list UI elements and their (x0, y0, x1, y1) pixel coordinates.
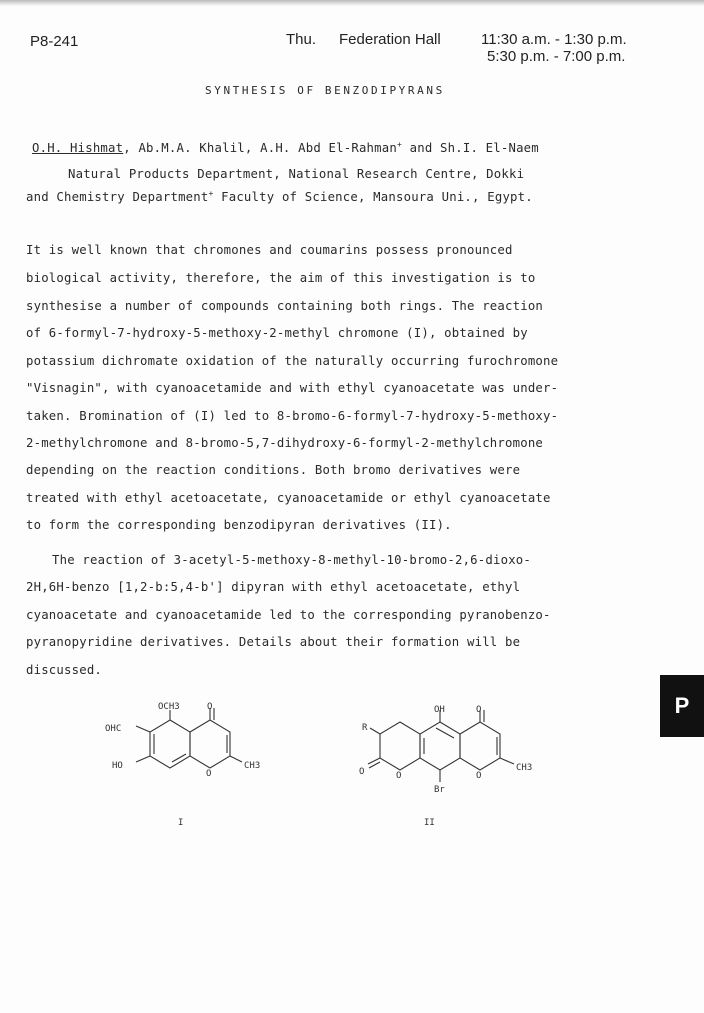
co-authors: , Ab.M.A. Khalil, A.H. Abd El-Rahman (123, 141, 397, 156)
abstract-line: to form the corresponding benzodipyran derivatives (II). (26, 518, 452, 532)
structure-i-label: I (178, 818, 184, 828)
section-tab-marker: P (660, 675, 704, 737)
abstract-line: "Visnagin", with cyanoacetamide and with ethyl cyanoacetate was under- (26, 381, 559, 395)
first-author: O.H. Hishmat (32, 141, 124, 156)
r-label: R (362, 723, 368, 733)
carbonyl-o-label: O (207, 702, 213, 712)
structure-ii (368, 710, 514, 782)
br-label: Br (434, 785, 445, 795)
oh-label: OH (434, 705, 445, 715)
abstract-line: 2-methylchromone and 8-bromo-5,7-dihydroxy-6-formyl-2-methylchromone (26, 436, 544, 450)
abstract-line: 2H,6H-benzo [1,2-b:5,4-b'] dipyran with ethyl acetoacetate, ethyl (26, 580, 521, 594)
session-time-2: 5:30 p.m. - 7:00 p.m. (487, 48, 626, 65)
abstract-line: cyanoacetate and cyanoacetamide led to the corresponding pyranobenzo- (26, 608, 551, 622)
affiliation-line-1: Natural Products Department, National Research Centre, Dokki (68, 167, 525, 181)
affiliation-line-2 (26, 189, 533, 204)
abstract-line: pyranopyridine derivatives. Details about their formation will be (26, 635, 521, 649)
abstract-line: It is well known that chromones and coumarins possess pronounced (26, 243, 513, 257)
abstract-line: biological activity, therefore, the aim of this investigation is to (26, 271, 536, 285)
scan-edge-shadow (0, 0, 704, 6)
structure-ii-label: II (424, 818, 435, 828)
ch3-label-ii: CH3 (516, 763, 533, 773)
och3-label: OCH3 (158, 702, 180, 712)
ch3-label: CH3 (244, 761, 261, 771)
benzene-ring-ii (420, 722, 460, 770)
exo-o-label: O (359, 767, 365, 777)
benzene-ring-i (150, 720, 190, 768)
affiliation-mark-2: + (208, 189, 214, 198)
abstract-line: taken. Bromination of (I) led to 8-bromo-6-formyl-7-hydroxy-5-methoxy- (26, 409, 559, 423)
session-venue: Federation Hall (339, 31, 441, 48)
abstract-line: potassium dichromate oxidation of the naturally occurring furochromone (26, 354, 559, 368)
author-list (32, 140, 539, 155)
pyrone-ring-i (190, 720, 230, 768)
structure-i (136, 708, 242, 768)
abstract-line: depending on the reaction conditions. Both bromo derivatives were (26, 463, 521, 477)
co-authors-tail: and Sh.I. El-Naem (402, 141, 539, 156)
abstract-line: discussed. (26, 663, 103, 677)
session-code: P8-241 (30, 33, 79, 50)
ring-o-label-ii-2: O (476, 771, 482, 781)
abstract-line: synthesise a number of compounds containing both rings. The reaction (26, 299, 544, 313)
abstract-line: The reaction of 3-acetyl-5-methoxy-8-methyl-10-bromo-2,6-dioxo- (52, 553, 532, 567)
affiliation-mark: + (396, 140, 403, 149)
ring-o-label: O (206, 769, 212, 779)
ho-label: HO (112, 761, 123, 771)
session-time-1: 11:30 a.m. - 1:30 p.m. (481, 31, 627, 48)
paper-title: SYNTHESIS OF BENZODIPYRANS (205, 84, 445, 97)
abstract-line: treated with ethyl acetoacetate, cyanoacetamide or ethyl cyanoacetate (26, 491, 551, 505)
cho-label: OHC (105, 724, 122, 734)
abstract-line: of 6-formyl-7-hydroxy-5-methoxy-2-methyl chromone (I), obtained by (26, 326, 528, 340)
affiliation-2a: and Chemistry Department (26, 190, 209, 205)
affiliation-2b: Faculty of Science, Mansoura Uni., Egypt. (213, 190, 533, 205)
carbonyl-o-label-ii: O (476, 705, 482, 715)
session-day: Thu. (286, 31, 317, 48)
chemical-structures (90, 700, 590, 840)
pyranone-ring-ii (380, 722, 420, 770)
ring-o-label-ii-1: O (396, 771, 402, 781)
pyrone-ring-ii (460, 722, 500, 770)
